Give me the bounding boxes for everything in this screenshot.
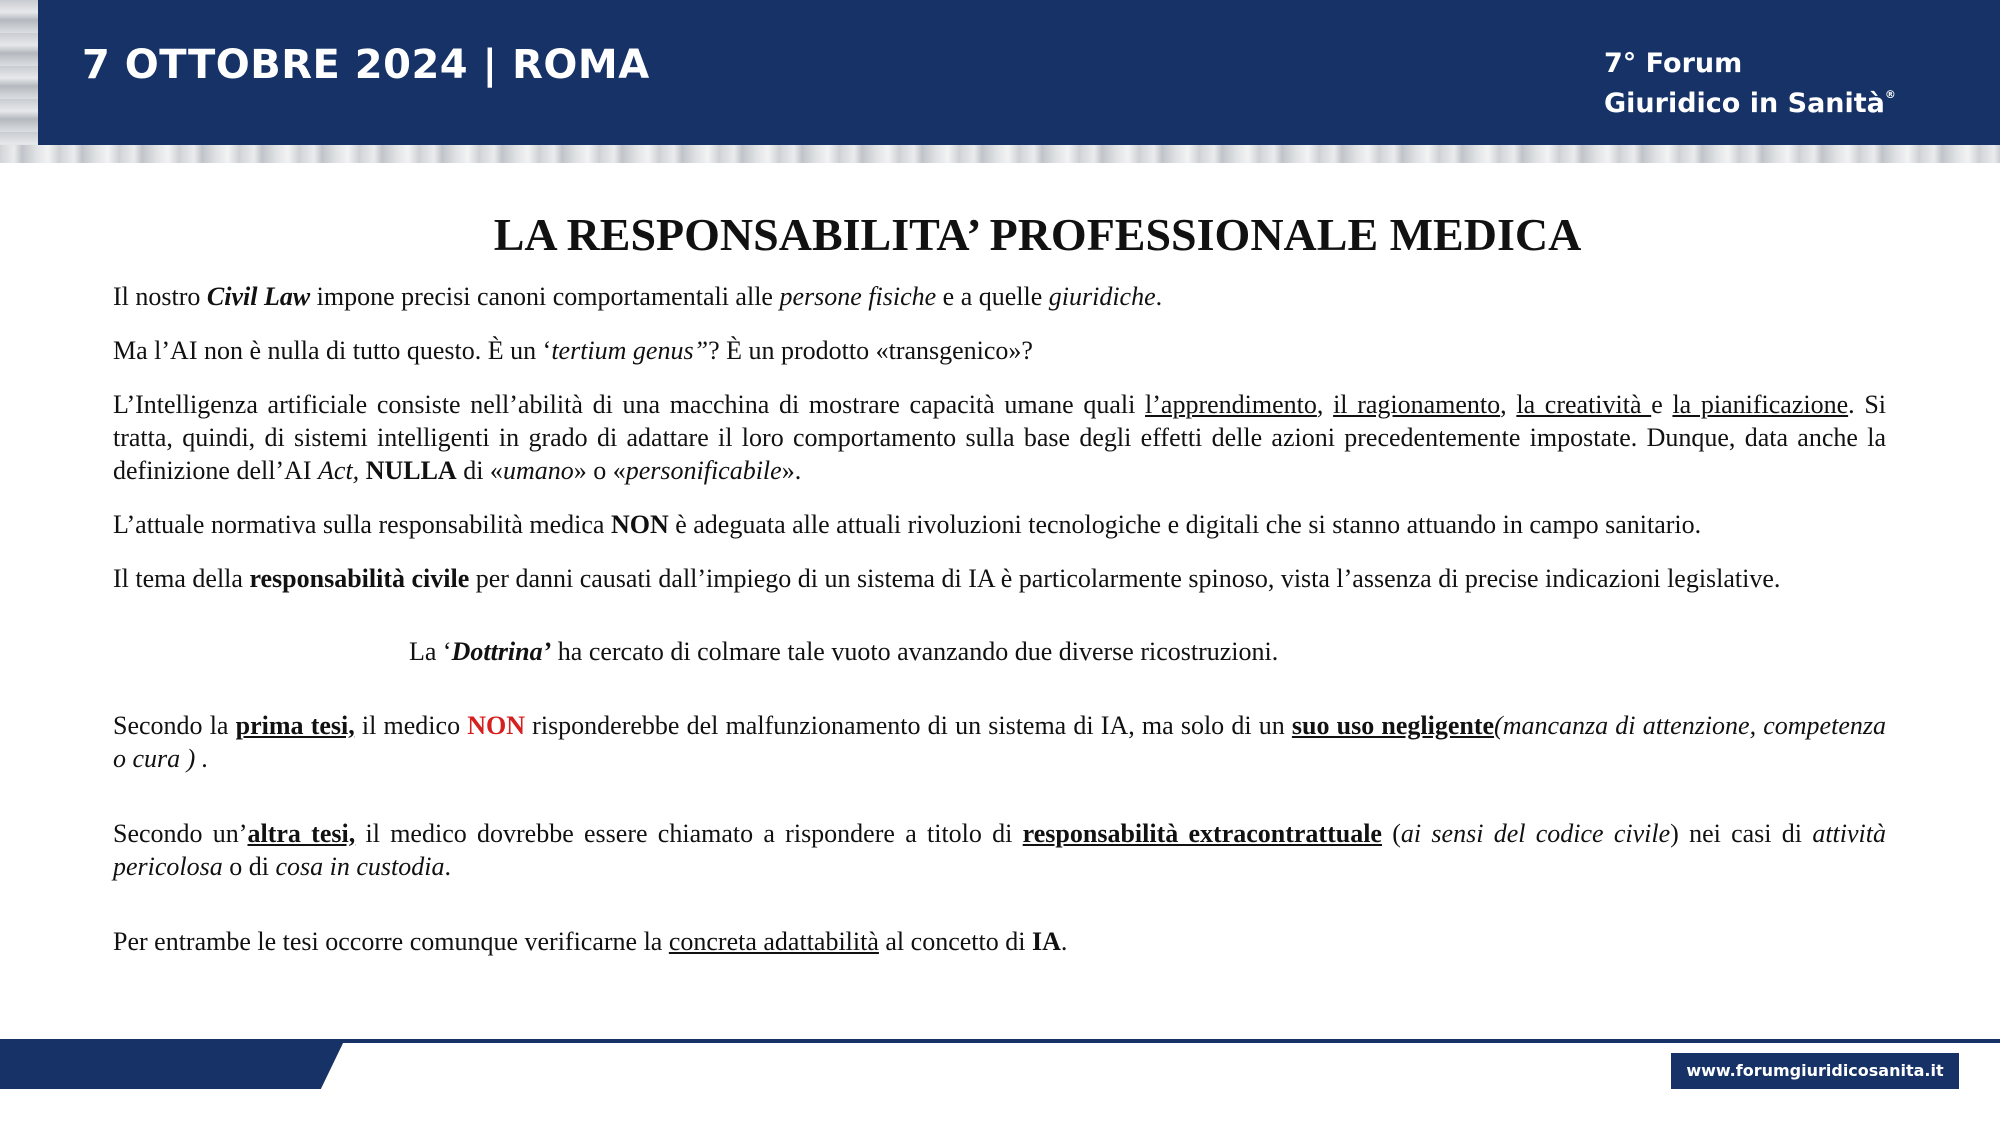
paragraph-civil-law: Il nostro Civil Law impone precisi canoni comportamentali alle persone fisiche e a quelle giuridiche. — [113, 282, 1163, 311]
registered-mark: ® — [1884, 88, 1896, 101]
paragraph-ai-definition: L’Intelligenza artificiale consiste nell’abilità di una macchina di mostrare capacità umane quali l’apprendimento, il ragionamento, la creatività e la pianificazione. Si tratta, quindi, di sistemi intelligenti in grado di adattare il loro comportamento sulla base degli effetti delle azioni precedentemente impostate. Dunque, data anche la definizione dell’AI Act, NULLA di «umano» o «personificabile». — [113, 390, 1887, 485]
forum-logo-line1: 7° Forum — [1604, 48, 1743, 79]
event-date-location: 7 OTTOBRE 2024 | ROMA — [82, 42, 650, 88]
footer-tab-decoration — [0, 1039, 345, 1089]
slide-title: LA RESPONSABILITA’ PROFESSIONALE MEDICA — [493, 209, 1582, 260]
paragraph-current-regulation: L’attuale normativa sulla responsabilità medica NON è adeguata alle attuali rivoluzioni tecnologiche e digitali che si stanno attuando in campo sanitario. — [113, 510, 1702, 539]
footer-website-link[interactable]: www.forumgiuridicosanita.it — [1671, 1053, 1959, 1089]
paragraph-first-thesis: Secondo la prima tesi, il medico NON risponderebbe del malfunzionamento di un sistema di IA, ma solo di un suo uso negligente(mancanza di attenzione, competenza o cura ) . — [113, 711, 1886, 773]
forum-logo-line2: Giuridico in Sanità® — [1604, 88, 1896, 119]
paragraph-tertium-genus: Ma l’AI non è nulla di tutto questo. È un ‘tertium genus”? È un prodotto «transgenico»? — [113, 336, 1033, 365]
slide-body — [113, 280, 1886, 958]
header-decoration-left — [0, 0, 38, 145]
paragraph-second-thesis: Secondo un’altra tesi, il medico dovrebbe essere chiamato a rispondere a titolo di responsabilità extracontrattuale (ai sensi del codice civile) nei casi di attività pericolosa o di cosa in custodia. — [113, 819, 1886, 881]
forum-logo-text — [1604, 48, 1896, 119]
header-decoration-strip — [0, 145, 2000, 163]
paragraph-conclusion: Per entrambe le tesi occorre comunque verificarne la concreta adattabilità al concetto di IA. — [113, 927, 1068, 956]
paragraph-doctrine: La ‘Dottrina’ ha cercato di colmare tale vuoto avanzando due diverse ricostruzioni. — [409, 637, 1279, 666]
paragraph-civil-liability: Il tema della responsabilità civile per danni causati dall’impiego di un sistema di IA è particolarmente spinoso, vista l’assenza di precise indicazioni legislative. — [113, 564, 1781, 593]
